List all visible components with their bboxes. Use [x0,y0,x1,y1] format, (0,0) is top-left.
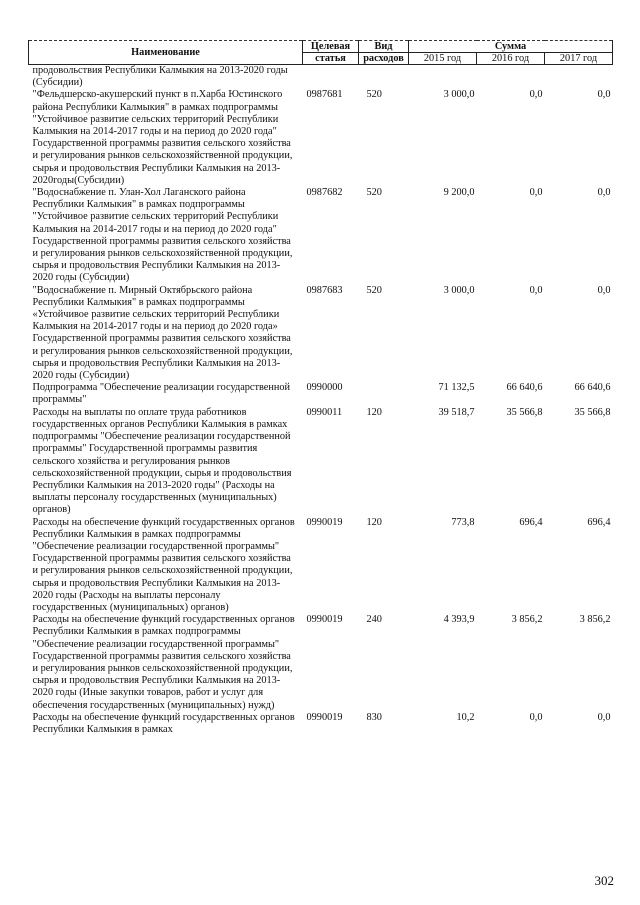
table-row [29,187,613,285]
row-amount-2016: 696,4 [519,516,543,528]
row-amount-2016 [477,65,545,90]
row-amount-2016: 0,0 [529,187,543,199]
row-expense-type [359,382,409,406]
row-target-code: 0990019 [306,516,343,528]
row-name: Расходы на обеспечение функций государственных органов Республики Калмыкия в рамках [32,711,295,735]
row-amount-2015: 9 200,0 [443,187,475,199]
row-amount-2016: 0,0 [529,284,543,296]
header-name: Наименование [29,41,303,65]
header-year-2015: 2015 год [409,53,477,65]
row-amount-2015: 773,8 [451,516,475,528]
row-amount-2017: 35 566,8 [574,406,611,418]
budget-table [28,40,613,736]
row-amount-2017: 0,0 [597,284,611,296]
row-name: "Водоснабжение п. Улан-Хол Лаганского района Республики Калмыкия" в рамках подпрограммы "Устойчивое развитие сельских территорий Республики Калмыкия на 2014-2017 годы и на период до 2020 года" Государственной программы развития сельского хозяйства и регулирования рынков сельскохозяйственной продукции, сырья и продовольствия Республики Калмыкия на 2013-2020 годы (Субсидии) [32,187,293,284]
row-amount-2017 [545,65,613,90]
row-name: Расходы на выплаты по оплате труда работников государственных органов Республики Калмыкия в рамках подпрограммы "Обеспечение реализации государственной программы" Государственной программы развития сельского хозяйства и регулирования рынков сельскохозяйственной продукции, сырья и продовольствия Республики Калмыкия на 2013-2020 годы" (Расходы на выплаты персоналу государственных (муниципальных) органов) [32,406,292,516]
row-target-code: 0990019 [306,711,343,723]
row-name: продовольствия Республики Калмыкия на 2013-2020 годы (Субсидии) [32,65,288,89]
header-sum: Сумма [409,41,613,53]
row-amount-2017: 0,0 [597,711,611,723]
row-amount-2017: 66 640,6 [574,382,611,394]
table-row [29,614,613,712]
table-row [29,89,613,187]
row-amount-2016: 3 856,2 [511,614,543,626]
row-expense-type [359,65,409,90]
table-row [29,285,613,383]
row-target-code: 0987683 [306,284,343,296]
table-row [29,382,613,406]
row-amount-2015: 10,2 [456,711,475,723]
row-amount-2017: 696,4 [587,516,611,528]
page-number: 302 [594,873,614,888]
table-row [29,65,613,90]
table-row [29,407,613,517]
row-target-code: 0990000 [306,382,343,394]
header-type-line1: Вид [359,41,409,53]
row-target-code: 0990011 [306,406,343,418]
row-amount-2016: 0,0 [529,711,543,723]
row-amount-2015: 3 000,0 [443,284,475,296]
table-header [29,41,613,65]
row-amount-2015 [409,65,477,90]
document-page [28,40,612,736]
row-expense-type: 520 [366,89,382,101]
row-target-code [303,65,359,90]
row-target-code: 0990019 [306,614,343,626]
header-code-line1: Целевая [303,41,359,53]
row-amount-2016: 0,0 [529,89,543,101]
row-amount-2017: 3 856,2 [579,614,611,626]
row-name: "Фельдшерско-акушерский пункт в п.Харба Юстинского района Республики Калмыкия" в рамках подпрограммы "Устойчивое развитие сельских территорий Республики Калмыкия на 2014-2017 годы и на период до 2020 года" Государственной программы развития сельского хозяйства и регулирования рынков сельскохозяйственной продукции, сырья и продовольствия Республики Калмыкия на 2013-2020годы(Субсидии) [32,89,293,186]
row-amount-2016: 66 640,6 [506,382,543,394]
row-target-code: 0987682 [306,187,343,199]
row-expense-type: 830 [366,711,382,723]
row-expense-type: 240 [366,614,382,626]
table-row [29,712,613,736]
header-type-line2: расходов [359,53,409,65]
row-expense-type: 120 [366,516,382,528]
row-target-code: 0987681 [306,89,343,101]
row-name: "Водоснабжение п. Мирный Октябрьского района Республики Калмыкия" в рамках подпрограммы «Устойчивое развитие сельских территорий Республики Калмыкия на 2014-2017 годы и на период до 2020 года» Государственной программы развития сельского хозяйства и регулирования рынков сельскохозяйственной продукции, сырья и продовольствия Республики Калмыкия на 2013-2020 годы (Субсидии) [32,284,293,382]
row-expense-type: 520 [366,187,382,199]
row-name: Расходы на обеспечение функций государственных органов Республики Калмыкия в рамках подпрограммы "Обеспечение реализации государственной программы" Государственной программы развития сельского хозяйства и регулирования рынков сельскохозяйственной продукции, сырья и продовольствия Республики Калмыкия на 2013-2020 годы (Иные закупки товаров, работ и услуг для обеспечения государственных (муниципальных) нужд) [32,614,295,711]
header-code-line2: статья [303,53,359,65]
row-amount-2016: 35 566,8 [506,406,543,418]
row-amount-2015: 4 393,9 [443,614,475,626]
row-expense-type: 520 [366,284,382,296]
row-name: Расходы на обеспечение функций государственных органов Республики Калмыкия в рамках подпрограммы "Обеспечение реализации государственной программы" Государственной программы развития сельского хозяйства и регулирования рынков сельскохозяйственной продукции, сырья и продовольствия Республики Калмыкия на 2013-2020 годы (Расходы на выплаты персоналу государственных (муниципальных) органов) [32,516,295,613]
row-expense-type: 120 [366,406,382,418]
row-amount-2017: 0,0 [597,187,611,199]
row-amount-2015: 3 000,0 [443,89,475,101]
row-amount-2015: 71 132,5 [438,382,475,394]
row-name: Подпрограмма "Обеспечение реализации государственной программы" [32,382,291,406]
header-year-2016: 2016 год [477,53,545,65]
row-amount-2015: 39 518,7 [438,406,475,418]
header-year-2017: 2017 год [545,53,613,65]
row-amount-2017: 0,0 [597,89,611,101]
table-row [29,517,613,615]
table-body [29,65,613,737]
